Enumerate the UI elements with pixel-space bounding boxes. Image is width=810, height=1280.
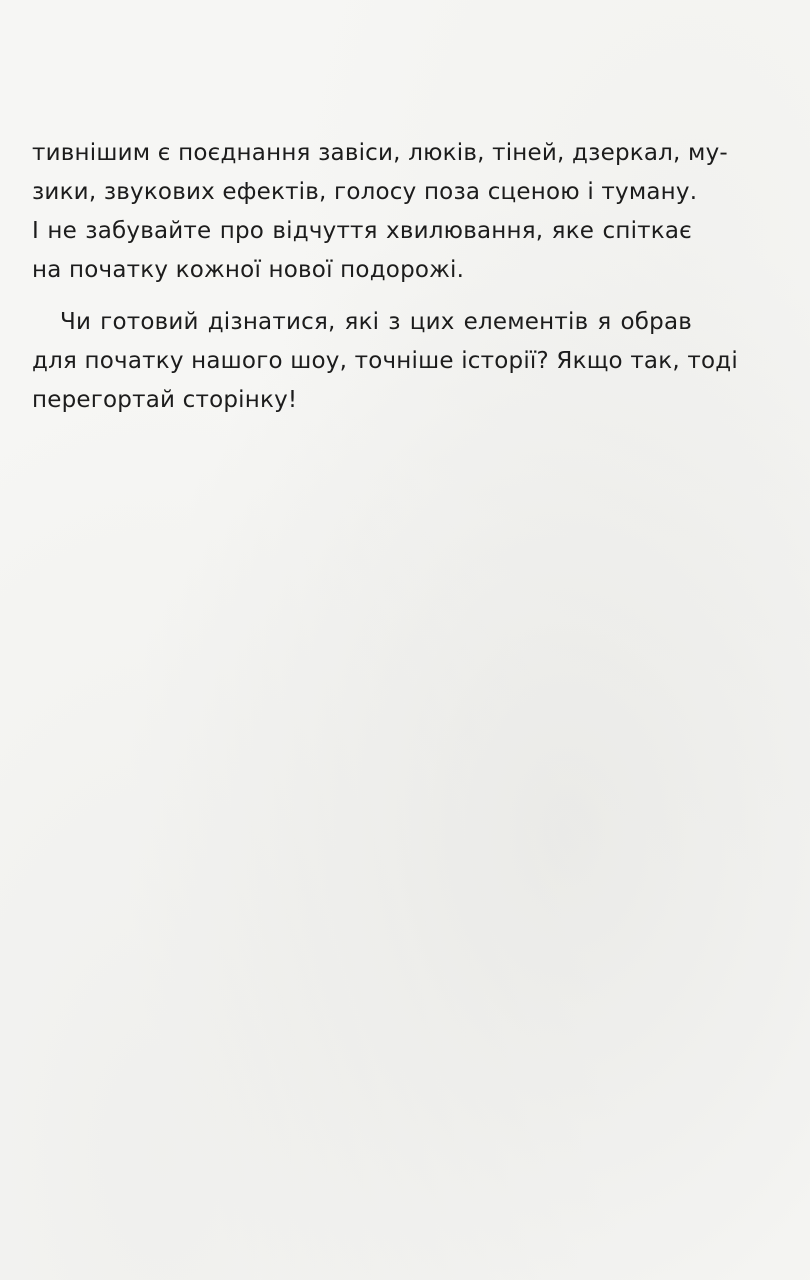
paragraph-gap <box>32 290 692 303</box>
paragraph-2 <box>32 303 738 420</box>
text-line: для початку нашого шоу, точніше історії? Якщо так, тоді <box>32 348 738 374</box>
paragraph-1 <box>32 134 728 290</box>
body-text <box>32 134 738 420</box>
text-line: Чи готовий дізнатися, які з цих елементів я обрав <box>60 309 692 335</box>
text-line: І не забувайте про відчуття хвилювання, яке спіткає <box>32 218 692 244</box>
text-line: на початку кожної нової подорожі. <box>32 257 465 283</box>
text-line: тивнішим є поєднання завіси, люків, тіней, дзеркал, му- <box>32 140 728 166</box>
text-line: перегортай сторінку! <box>32 387 298 413</box>
text-line: зики, звукових ефектів, голосу поза сценою і туману. <box>32 179 698 205</box>
